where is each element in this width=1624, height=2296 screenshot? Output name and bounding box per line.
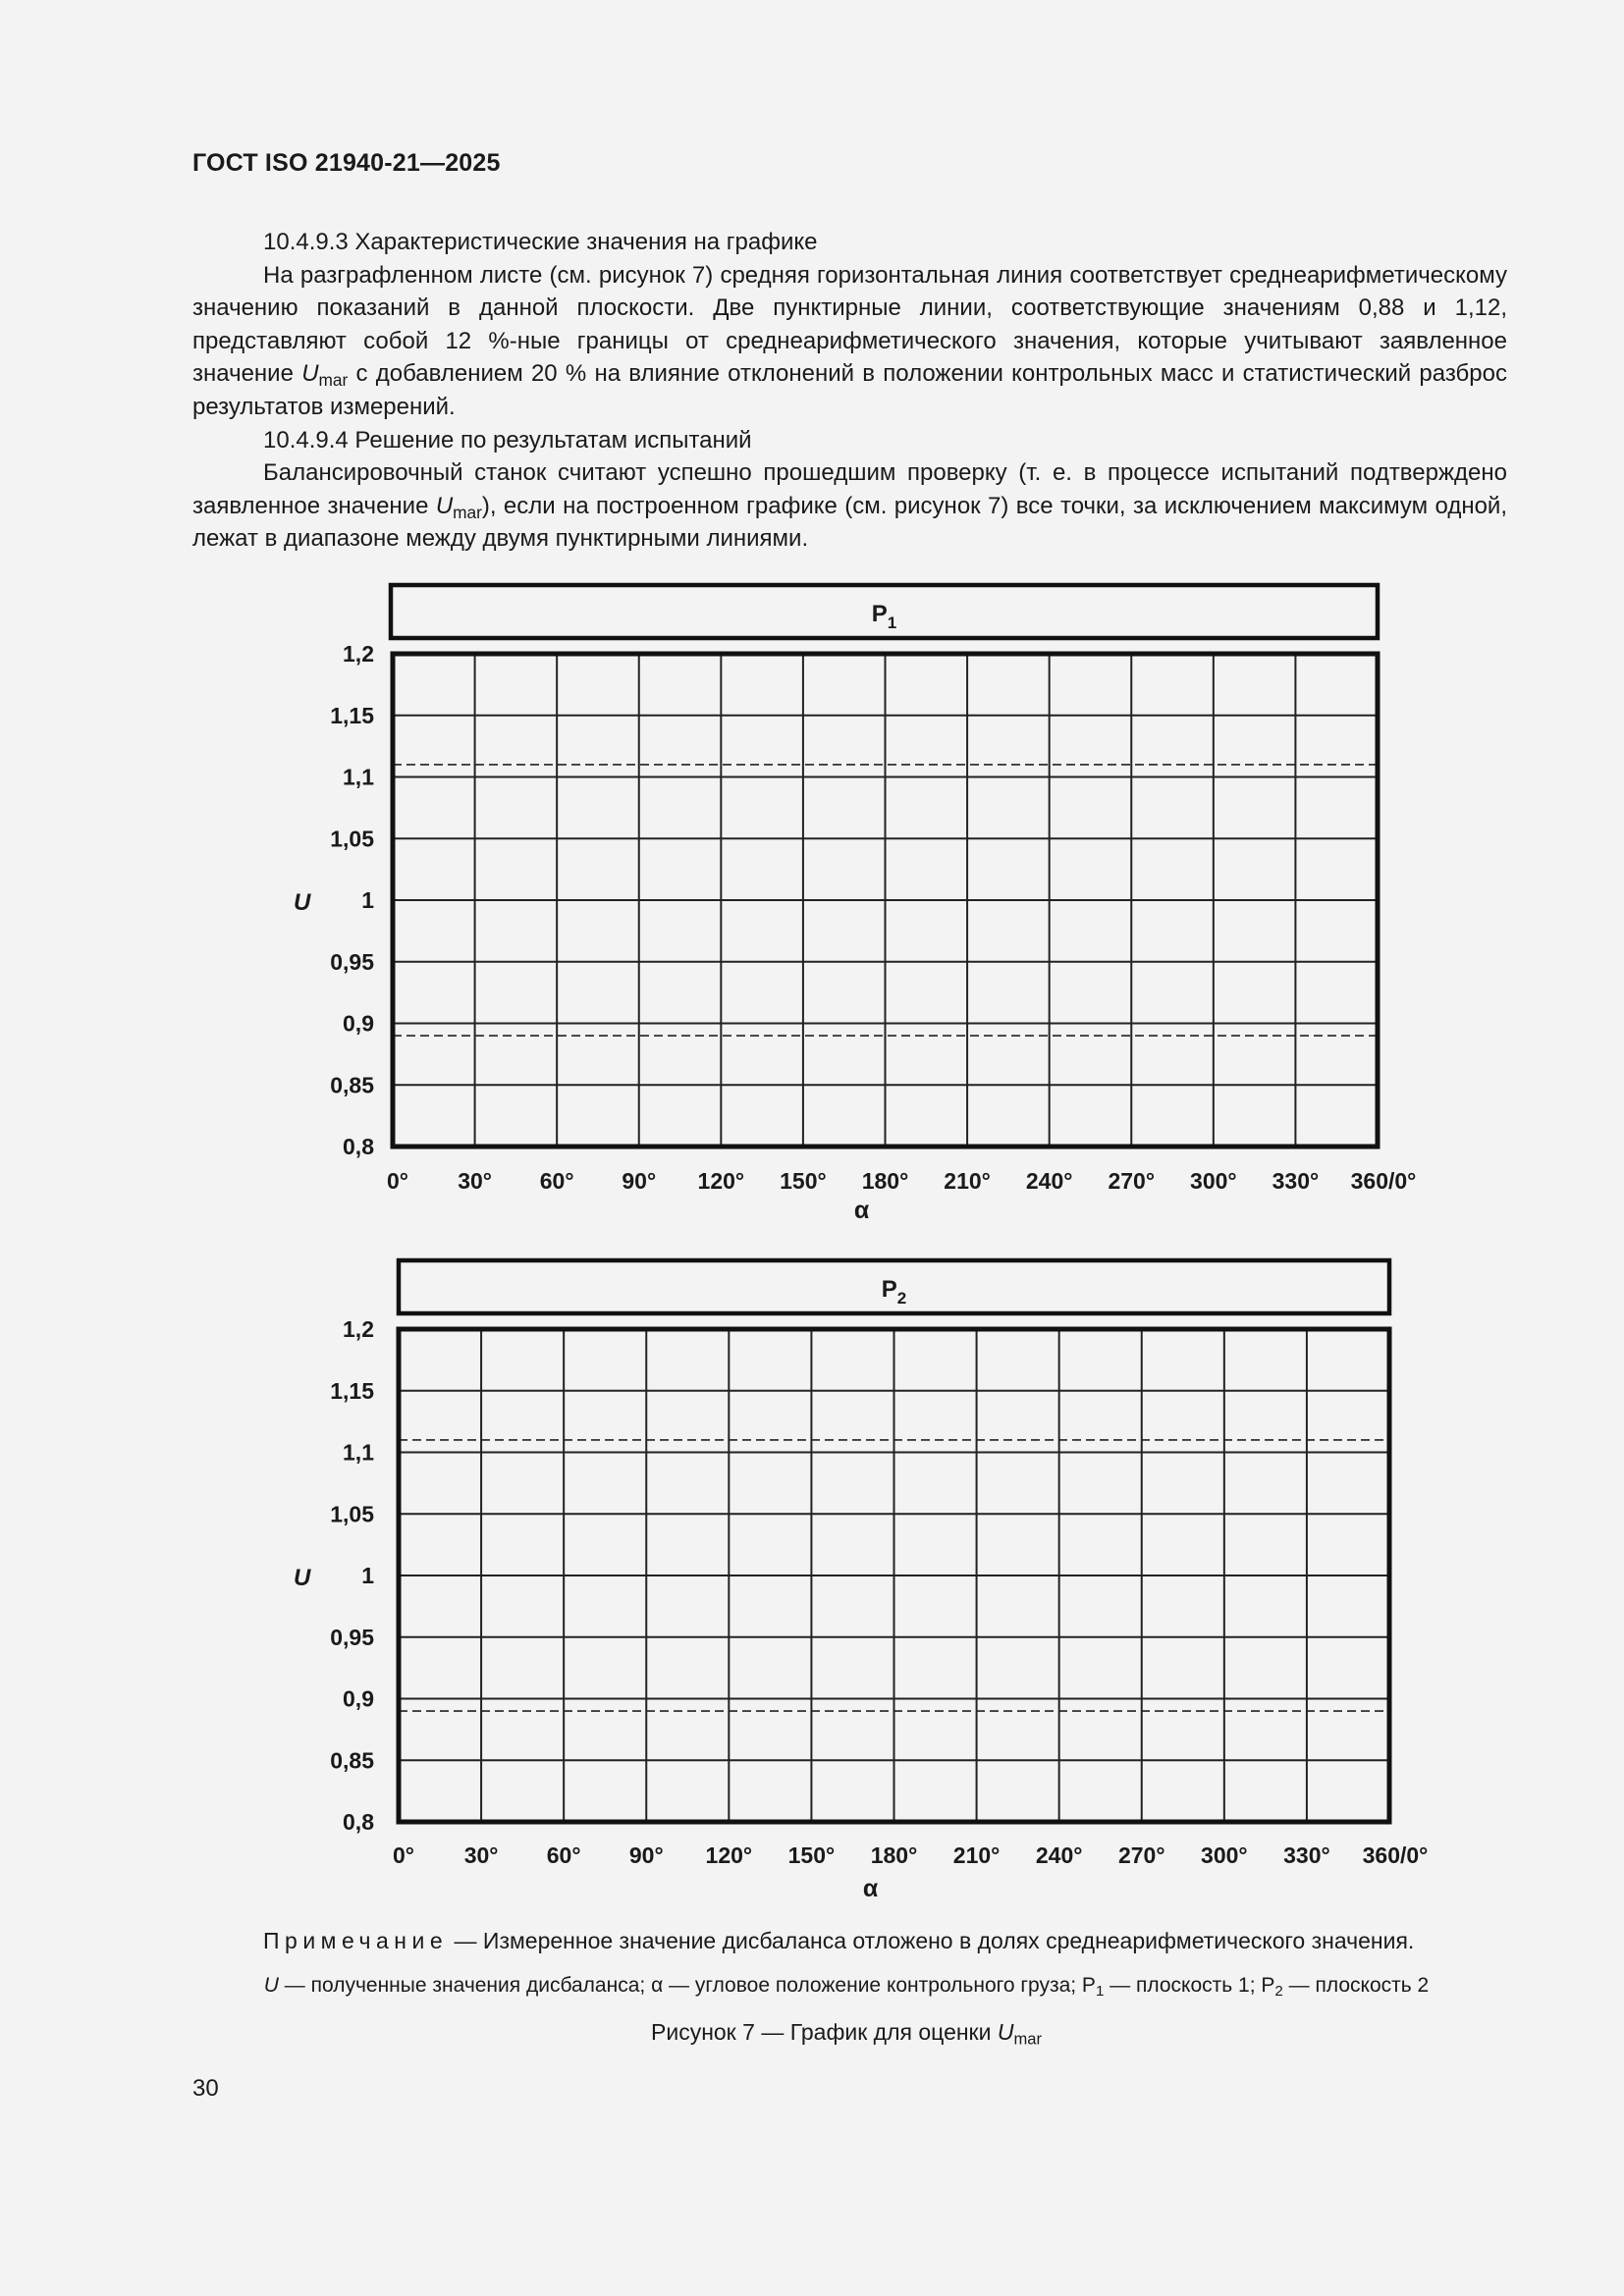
note-dash: —: [454, 1928, 477, 1953]
y-tick-label: 1,2: [343, 1316, 374, 1342]
note-text: Измеренное значение дисбаланса отложено в долях среднеарифметического значения.: [482, 1928, 1415, 1953]
x-tick-label: 330°: [1272, 1168, 1320, 1194]
legend-p2-symbol: P: [1261, 1974, 1275, 1997]
x-tick-label: 330°: [1283, 1842, 1330, 1868]
chart-plane-1: [0, 577, 1624, 1235]
x-tick-label: 300°: [1190, 1168, 1237, 1194]
legend-u-text: — полученные значения дисбаланса;: [278, 1974, 652, 1997]
legend-u-symbol: U: [263, 1974, 279, 1997]
y-tick-label: 1,05: [330, 1501, 374, 1527]
legend-alpha-text: — угловое положение контрольного груза;: [663, 1974, 1082, 1997]
y-tick-label: 1,1: [343, 764, 374, 790]
plot-title: [872, 601, 896, 632]
y-tick-label: 1,05: [330, 826, 374, 852]
u-mar-symbol: U: [301, 360, 319, 388]
y-tick-label: 0,95: [330, 1624, 374, 1650]
x-axis-label: α: [853, 1197, 870, 1224]
y-tick-label: 1: [361, 887, 374, 913]
figure-caption: [0, 2019, 1624, 2049]
plot-title: [882, 1276, 906, 1308]
y-axis-label: U: [294, 1565, 311, 1591]
page-header: ГОСТ ISO 21940-21—2025: [192, 149, 501, 177]
x-tick-label: 180°: [870, 1842, 918, 1868]
x-tick-label: 90°: [628, 1842, 664, 1868]
y-axis-label: U: [294, 889, 311, 916]
y-tick-label: 1,1: [343, 1439, 374, 1466]
chart-plane-2: [0, 1253, 1624, 1920]
plot-title-symbol: P: [881, 1276, 897, 1303]
page-number: 30: [192, 2075, 219, 2102]
figure-legend: [0, 1974, 1624, 2001]
section-heading-10-4-9-3: 10.4.9.3 Характеристические значения на графике: [263, 229, 818, 255]
paragraph-part: ), если на построенном графике (см. рисунок 7) все точки, за исключением максимум одной, лежат в диапазоне между двумя пунктирными линиями.: [192, 492, 1508, 553]
y-tick-label: 0,85: [330, 1747, 374, 1774]
y-tick-label: 1: [361, 1563, 374, 1588]
y-tick-label: 0,85: [330, 1072, 374, 1098]
x-tick-label: 0°: [387, 1168, 408, 1194]
y-tick-label: 1,15: [330, 1377, 374, 1404]
y-tick-label: 0,95: [330, 948, 374, 975]
x-tick-label: 150°: [780, 1168, 827, 1194]
x-tick-label: 270°: [1108, 1168, 1156, 1194]
paragraph-characteristic-values: [192, 259, 1507, 424]
x-tick-label: 30°: [463, 1842, 499, 1868]
paragraph-part: Балансировочный станок считают успешно прошедшим проверку (т. е. в процессе испытаний подтверждено заявленное значение: [192, 459, 1507, 519]
x-tick-label: 0°: [393, 1842, 414, 1868]
legend-p2-subscript: 2: [1274, 1983, 1283, 2001]
x-tick-label: 60°: [539, 1168, 574, 1194]
x-tick-label: 150°: [787, 1842, 836, 1868]
x-tick-label: 210°: [952, 1842, 1001, 1868]
legend-p1-symbol: P: [1081, 1974, 1096, 1997]
x-tick-label: 240°: [1025, 1168, 1073, 1194]
caption-text: Рисунок 7 — График для оценки: [651, 2019, 998, 2045]
paragraph-part: На разграфленном листе (см. рисунок 7) средняя горизонтальная линия соответствует среднеарифметическому значению показаний в данной плоскости. Две пунктирные линии, соответствующие значениям 0,88 и 1,12, представляют собой 12 %-ные границы от среднеарифметического значения, которые учитывают заявленное значение: [192, 261, 1507, 388]
caption-u-mar-subscript: mar: [1013, 2029, 1042, 2049]
x-tick-label: 360/0°: [1362, 1842, 1429, 1868]
y-tick-label: 1,2: [343, 641, 374, 667]
y-tick-label: 0,9: [343, 1685, 374, 1712]
x-tick-label: 120°: [697, 1168, 745, 1194]
legend-p1-subscript: 1: [1095, 1983, 1105, 2001]
x-tick-label: 360/0°: [1350, 1168, 1417, 1194]
x-tick-label: 300°: [1201, 1842, 1248, 1868]
x-tick-label: 60°: [546, 1842, 581, 1868]
section-heading-10-4-9-4: 10.4.9.4 Решение по результатам испытаний: [263, 426, 752, 454]
y-tick-label: 0,8: [343, 1134, 374, 1159]
paragraph-test-decision: [192, 456, 1507, 556]
x-tick-label: 90°: [622, 1168, 657, 1194]
y-tick-label: 1,15: [330, 702, 374, 728]
legend-p2-text: — плоскость 2: [1282, 1974, 1430, 1997]
legend-p1-text: — плоскость 1;: [1104, 1974, 1262, 1997]
paragraph-part: с добавлением 20 % на влияние отклонений в положении контрольных масс и статистический разброс результатов измерений.: [192, 360, 1508, 420]
x-axis-label: α: [862, 1875, 879, 1902]
caption-u-mar-symbol: U: [997, 2019, 1014, 2045]
plot-title-subscript: 2: [896, 1289, 907, 1308]
u-mar-subscript: mar: [453, 502, 482, 522]
legend-alpha-symbol: α: [651, 1974, 664, 1997]
y-tick-label: 0,9: [343, 1010, 374, 1037]
body-text: [192, 226, 1507, 556]
note-label: Примечание: [263, 1928, 449, 1953]
x-tick-label: 270°: [1117, 1842, 1165, 1868]
x-tick-label: 30°: [458, 1168, 492, 1194]
y-tick-label: 0,8: [343, 1809, 374, 1835]
plot-title-symbol: P: [871, 601, 888, 627]
u-mar-symbol: U: [435, 492, 454, 519]
plot-title-subscript: 1: [887, 614, 897, 632]
x-tick-label: 240°: [1035, 1842, 1083, 1868]
x-tick-label: 120°: [705, 1842, 753, 1868]
u-mar-subscript: mar: [318, 370, 349, 391]
x-tick-label: 210°: [944, 1168, 991, 1194]
figure-note: [263, 1928, 1414, 1954]
x-tick-label: 180°: [861, 1168, 909, 1194]
